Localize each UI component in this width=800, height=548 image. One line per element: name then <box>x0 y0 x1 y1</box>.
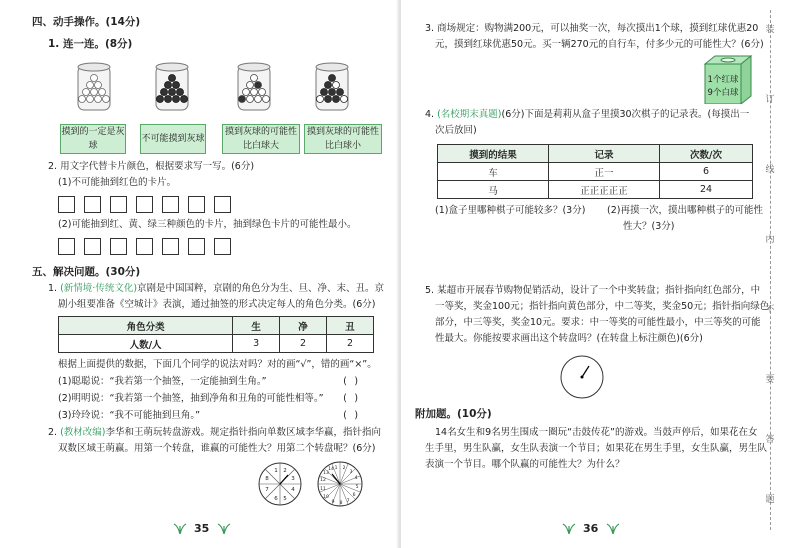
bonus-line2: 生手里，男生队赢，女生队表演一个节目；如果花在男生手里，女生队赢，男生队 <box>425 443 768 454</box>
svg-text:11: 11 <box>320 487 326 492</box>
table-row <box>438 181 753 199</box>
q2-2-answer-boxes <box>58 238 231 255</box>
table-row-label: 人数/人 <box>59 335 233 353</box>
svg-text:9: 9 <box>331 500 335 505</box>
table-header: 角色分类 <box>59 317 233 335</box>
q5-line2: 一等奖，奖金100元；指针指向黄色部分，中二等奖，奖金50元；指针指向绿色 <box>435 301 770 312</box>
judge-intro: 根据上面提供的数据，下面几个同学的说法对吗？对的画“√”，错的画“×”。 <box>58 359 377 370</box>
svg-text:12: 12 <box>320 478 326 483</box>
q4-2-cont: 性大？(3分) <box>623 221 675 232</box>
binding-char: 题 <box>765 495 775 505</box>
ball-box-label: 1个红球 9个白球 <box>707 75 739 98</box>
judge-2-answer[interactable]: ( ) <box>342 393 360 404</box>
q1-prompt: 1. 连一连。(8分) <box>48 38 133 50</box>
page-number-right: 36 <box>583 522 599 535</box>
svg-text:2: 2 <box>283 468 287 474</box>
binding-line <box>770 10 771 530</box>
svg-text:5: 5 <box>283 496 287 502</box>
jar-gray <box>156 63 188 110</box>
table-cell: 马 <box>438 181 549 199</box>
binding-char: 内 <box>765 235 775 245</box>
right-page <box>401 0 800 548</box>
q2-2-prompt: (2)可能抽到红、黄、绿三种颜色的卡片，抽到绿色卡片的可能性最小。 <box>58 219 357 230</box>
q5-2-line2: 双数区域王萌赢。用第一个转盘，谁赢的可能性大？用第二个转盘呢？(6分) <box>58 443 376 454</box>
table-cell: 正正正正正 <box>549 181 660 199</box>
spinner-1 <box>259 463 301 505</box>
svg-text:1: 1 <box>334 466 338 471</box>
q5-line3: 部分，中三等奖，奖金10元。要求：中一等奖的可能性最小，中三等奖的可能 <box>435 317 761 328</box>
jar-mostly-white <box>238 63 270 110</box>
answer-box[interactable] <box>110 238 127 255</box>
table-header: 摸到的结果 <box>438 145 549 163</box>
q2-prompt: 2. 用文字代替卡片颜色，根据要求写一写。(6分) <box>48 161 255 172</box>
table-cell: 24 <box>660 181 753 199</box>
answer-box[interactable] <box>188 196 205 213</box>
answer-box[interactable] <box>162 196 179 213</box>
svg-text:7: 7 <box>346 499 350 504</box>
svg-text:5: 5 <box>355 485 359 490</box>
record-table <box>437 144 753 199</box>
svg-text:3: 3 <box>291 476 295 482</box>
q4-line2: 次后放回) <box>435 125 477 136</box>
svg-text:1: 1 <box>274 468 278 474</box>
svg-text:4: 4 <box>354 476 358 481</box>
table-cell: 2 <box>327 335 374 353</box>
q4-line1: 4. (名校期末真题)(6分)下面是莉莉从盒子里摸30次棋子的记录表。(每摸出一 <box>425 109 750 120</box>
svg-text:14: 14 <box>328 467 334 472</box>
table-cell: 车 <box>438 163 549 181</box>
spinner-2 <box>318 462 362 506</box>
table-cell: 3 <box>233 335 280 353</box>
q5-1-tag: (新情境·传统文化) <box>60 283 138 294</box>
q4-tag: (名校期末真题) <box>437 109 502 120</box>
svg-text:8: 8 <box>265 476 269 482</box>
leaf-ornament-icon <box>172 518 232 538</box>
answer-box[interactable] <box>110 196 127 213</box>
q5-2-line1: 2. (教材改编)李华和王萌玩转盘游戏。规定指针指向单数区域李华赢，指针指向 <box>48 427 382 438</box>
answer-box[interactable] <box>136 196 153 213</box>
answer-box[interactable] <box>58 196 75 213</box>
answer-box[interactable] <box>136 238 153 255</box>
answer-box[interactable] <box>214 238 231 255</box>
jar-mostly-gray <box>316 63 348 110</box>
q5-line1: 5. 某超市开展春节购物促销活动，设计了一个中奖转盘；指针指向红色部分，中 <box>425 285 761 296</box>
table-cell: 2 <box>280 335 327 353</box>
option-gray-more-likely[interactable]: 摸到灰球的可能性比白球大 <box>222 124 300 154</box>
answer-box[interactable] <box>58 238 75 255</box>
option-gray-less-likely[interactable]: 摸到灰球的可能性比白球小 <box>304 124 382 154</box>
svg-text:2: 2 <box>342 466 346 471</box>
section4-title: 四、动手操作。(14分) <box>32 16 141 28</box>
answer-box[interactable] <box>84 196 101 213</box>
judge-1: (1)聪聪说：“我若第一个抽签，一定能抽到生角。” <box>58 376 267 387</box>
q5-2-tag: (教材改编) <box>60 427 106 438</box>
answer-box[interactable] <box>84 238 101 255</box>
q5-line4: 性最大。你能按要求画出这个转盘吗？(在转盘上标注颜色)(6分) <box>435 333 703 344</box>
binding-char: 要 <box>765 375 775 385</box>
ball-jars <box>70 58 370 114</box>
bonus-line3: 表演一个节目。哪个队赢的可能性大？为什么？ <box>425 459 625 470</box>
table-header: 生 <box>233 317 280 335</box>
left-page <box>0 0 399 548</box>
binding-char: 订 <box>765 95 775 105</box>
q4-1: (1)盒子里哪种棋子可能较多？(3分) <box>435 205 586 216</box>
q2-1-answer-boxes <box>58 196 231 213</box>
judge-1-answer[interactable]: ( ) <box>342 376 360 387</box>
q5-1-line2: 剧小组要准备《空城计》表演，通过抽签的形式决定每人的角色分类。(6分) <box>58 299 376 310</box>
bonus-line1: 14名女生和9名男生围成一圈玩“击鼓传花”的游戏。当鼓声停后，如果花在女 <box>435 427 758 438</box>
q2-1-prompt: (1)不可能抽到红色的卡片。 <box>58 177 176 188</box>
section5-title: 五、解决问题。(30分) <box>32 266 141 278</box>
role-table <box>58 316 374 353</box>
page-number-left: 35 <box>194 522 210 535</box>
answer-box[interactable] <box>188 238 205 255</box>
svg-text:8: 8 <box>339 501 343 506</box>
table-header: 记录 <box>549 145 660 163</box>
answer-box[interactable] <box>214 196 231 213</box>
binding-char: 不 <box>765 305 775 315</box>
svg-text:6: 6 <box>352 493 356 498</box>
judge-2: (2)明明说：“我若第一个抽签，抽到净角和丑角的可能性相等。” <box>58 393 324 404</box>
table-header: 净 <box>280 317 327 335</box>
blank-spinner[interactable] <box>559 354 605 400</box>
table-cell: 正一 <box>549 163 660 181</box>
judge-3: (3)玲玲说：“我不可能抽到旦角。” <box>58 410 201 421</box>
q3-line1: 3. 商场规定：购物满200元，可以抽奖一次，每次摸出1个球，摸到红球优惠20 <box>425 23 759 34</box>
svg-text:3: 3 <box>349 470 353 475</box>
answer-box[interactable] <box>162 238 179 255</box>
table-header: 丑 <box>327 317 374 335</box>
jar-white <box>78 63 110 110</box>
svg-text:10: 10 <box>323 495 329 500</box>
table-header: 次数/次 <box>660 145 753 163</box>
table-row <box>438 163 753 181</box>
q4-2: (2)再摸一次，摸出哪种棋子的可能性 <box>607 205 763 216</box>
leaf-ornament-icon <box>561 518 621 538</box>
option-always-gray[interactable]: 摸到的一定是灰球 <box>60 124 126 154</box>
binding-char: 装 <box>765 25 775 35</box>
binding-char: 答 <box>765 435 775 445</box>
binding-char: 线 <box>765 165 775 175</box>
svg-text:13: 13 <box>323 471 329 476</box>
q3-line2: 元，摸到红球优惠50元。买一辆270元的自行车，付多少元的可能性大？(6分) <box>435 39 764 50</box>
svg-text:4: 4 <box>291 487 295 493</box>
spinners <box>258 460 368 508</box>
q5-1-line1: 1. (新情境·传统文化)京剧是中国国粹，京剧的角色分为生、旦、净、末、丑。京 <box>48 283 385 294</box>
bonus-title: 附加题。(10分) <box>415 408 492 420</box>
option-never-gray[interactable]: 不可能摸到灰球 <box>140 124 206 154</box>
judge-3-answer[interactable]: ( ) <box>342 410 360 421</box>
svg-text:7: 7 <box>265 487 269 493</box>
table-cell: 6 <box>660 163 753 181</box>
svg-text:6: 6 <box>274 496 278 502</box>
